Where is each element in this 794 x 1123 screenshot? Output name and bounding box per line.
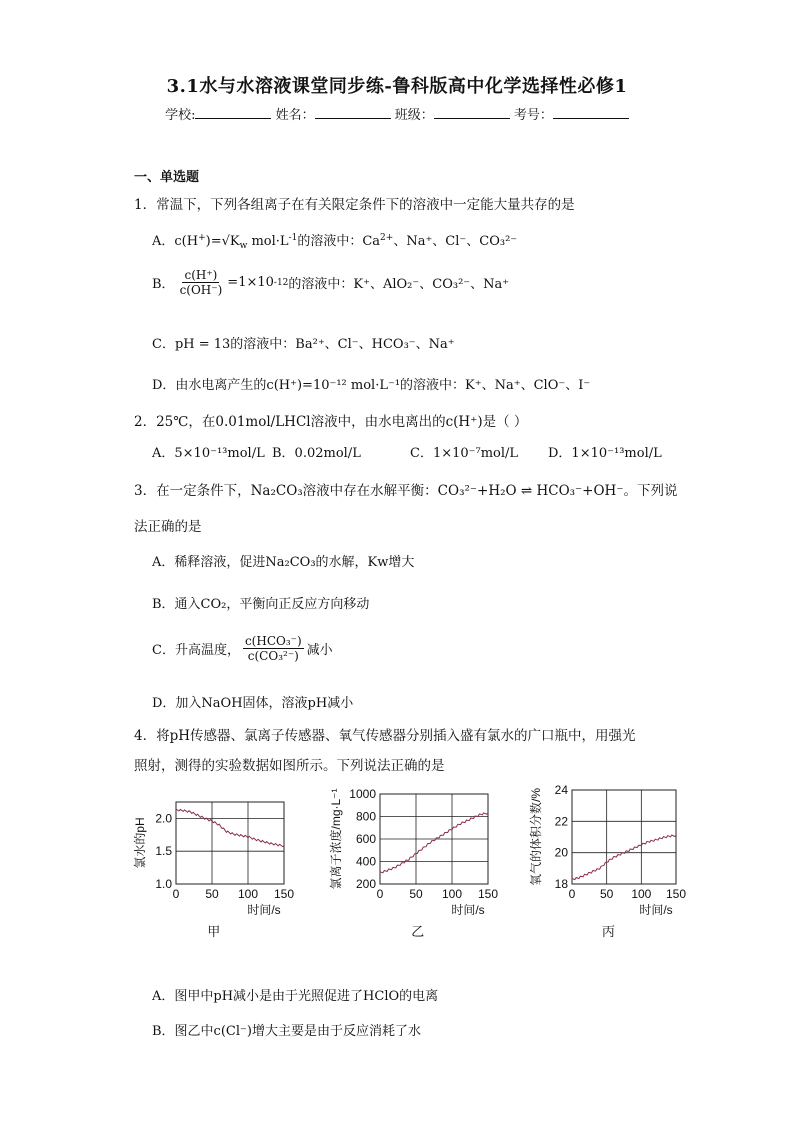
chart-bing — [524, 780, 704, 950]
q1-option-c: C．pH = 13的溶液中：Ba²⁺、Cl⁻、HCO₃⁻、Na⁺ — [152, 337, 455, 352]
q2-option-a: A．5×10⁻¹³mol/L — [152, 446, 265, 461]
q4-option-b: B．图乙中c(Cl⁻)增大主要是由于反应消耗了水 — [152, 1024, 421, 1039]
q1-b-num: c(H⁺) — [184, 268, 218, 282]
q1-a-mid: )=√K — [205, 234, 240, 249]
y-tick-label: 1000 — [349, 787, 376, 801]
y-tick-label: 18 — [554, 877, 568, 891]
class-label: 班级： — [394, 108, 434, 123]
q2-option-b: B．0.02mol/L — [272, 446, 361, 461]
q3-option-c — [152, 634, 333, 663]
x-tick-label: 50 — [599, 887, 614, 901]
y-tick-label: 24 — [554, 783, 568, 797]
q3-c-pre: C．升高温度， — [152, 643, 240, 658]
q3-c-post: 减小 — [306, 643, 333, 658]
chart-caption: 乙 — [411, 924, 425, 939]
chart-caption: 丙 — [601, 924, 615, 939]
q1-b-den: c(OH⁻) — [179, 283, 223, 297]
q3-c-fraction — [243, 634, 304, 663]
chart-yi-svg — [318, 780, 518, 950]
q3-option-d: D．加入NaOH固体，溶液pH减小 — [152, 696, 354, 711]
q4-stem-line2: 照射，测得的实验数据如图所示。下列说法正确的是 — [134, 758, 445, 774]
chart-jia-svg — [120, 780, 310, 950]
section-heading: 一、单选题 — [134, 170, 200, 185]
q3-option-a: A．稀释溶液，促进Na₂CO₃的水解，Kw增大 — [152, 555, 415, 570]
name-label: 姓名： — [275, 108, 315, 123]
series-line — [176, 809, 284, 847]
y-tick-label: 1.0 — [155, 877, 172, 891]
q3-c-num: c(HCO₃⁻) — [244, 634, 302, 648]
series-line — [572, 835, 676, 880]
q1-a-ions: 、Na⁺、Cl⁻、CO₃²⁻ — [393, 234, 518, 249]
x-tick-label: 100 — [237, 887, 259, 901]
y-tick-label: 400 — [355, 854, 376, 869]
y-tick-label: 20 — [554, 845, 568, 860]
q1-option-b — [152, 268, 509, 297]
y-tick-label: 800 — [355, 809, 376, 824]
x-tick-label: 100 — [441, 887, 463, 901]
name-blank[interactable] — [315, 106, 391, 119]
q1-a-pre: c(H — [174, 234, 199, 249]
q2-stem: 2．25℃，在0.01mol/LHCl溶液中，由水电离出的c(H⁺)是（ ） — [134, 414, 528, 430]
y-axis-label: 氯水的pH — [133, 817, 147, 869]
school-label: 学校: — [165, 108, 196, 123]
x-axis-label: 时间/s — [639, 903, 673, 917]
y-tick-label: 600 — [355, 832, 376, 846]
q3-stem-line2: 法正确的是 — [134, 519, 202, 535]
y-tick-label: 22 — [554, 814, 568, 829]
plot-frame — [572, 790, 676, 884]
x-tick-label: 100 — [631, 887, 652, 901]
q1-option-a: A．$c(H^+)=√K_w$ $mol\cdot L^{-1}$的溶液中：$Ca^{2+}$、Na⁺、Cl⁻、CO₃²⁻ — [152, 233, 518, 251]
student-info-line — [0, 104, 794, 123]
q1-stem: 1．常温下，下列各组离子在有关限定条件下的溶液中一定能大量共存的是 — [134, 197, 575, 213]
q3-stem-line1: 3．在一定条件下，Na₂CO₃溶液中存在水解平衡：CO₃²⁻+H₂O ⇌ HCO₃⁻+OH⁻。下列说 — [134, 483, 678, 499]
q1-b-eq: =1×10 — [227, 275, 274, 290]
x-tick-label: 150 — [665, 887, 687, 901]
q1-b-label: B． — [152, 277, 175, 292]
number-blank[interactable] — [553, 106, 629, 119]
y-axis-label: 氧气的体积分数/% — [529, 787, 543, 887]
q1-a-w: w — [239, 241, 248, 251]
x-tick-label: 0 — [172, 887, 180, 901]
x-tick-label: 150 — [477, 887, 499, 901]
q1-b-exp: -12 — [273, 277, 289, 288]
number-label: 考号： — [513, 108, 553, 123]
chart-caption: 甲 — [207, 924, 221, 939]
page-title: 3.1水与水溶液课堂同步练-鲁科版高中化学选择性必修1 — [166, 76, 628, 97]
class-blank[interactable] — [434, 106, 510, 119]
x-tick-label: 50 — [409, 887, 423, 901]
y-tick-label: 1.5 — [155, 844, 172, 859]
q1-b-tail: 的溶液中：K⁺、AlO₂⁻、CO₃²⁻、Na⁺ — [288, 277, 510, 292]
q1-a-tail: 的溶液中：Ca — [297, 234, 381, 249]
x-axis-label: 时间/s — [451, 903, 485, 917]
x-tick-label: 150 — [273, 887, 295, 901]
x-axis-label: 时间/s — [247, 903, 281, 917]
y-axis-label: 氯离子浓度/mg·L⁻¹ — [329, 788, 343, 890]
y-tick-label: 2.0 — [155, 811, 172, 826]
q4-option-a: A．图甲中pH减小是由于光照促进了HClO的电离 — [152, 989, 439, 1004]
y-tick-label: 200 — [355, 877, 376, 891]
chart-bing-svg — [524, 780, 704, 950]
q2-option-d: D．1×10⁻¹³mol/L — [548, 446, 662, 461]
chart-yi — [318, 780, 518, 950]
q1-a-label: A． — [152, 234, 175, 249]
q4-stem-line1: 4．将pH传感器、氯离子传感器、氧气传感器分别插入盛有氯水的广口瓶中，用强光 — [134, 728, 636, 744]
q3-option-b: B．通入CO₂，平衡向正反应方向移动 — [152, 597, 370, 612]
school-blank[interactable] — [195, 106, 271, 119]
x-tick-label: 0 — [376, 887, 384, 901]
series-line — [380, 813, 488, 873]
x-tick-label: 50 — [205, 887, 219, 901]
q1-a-unit: mol·L — [247, 234, 289, 249]
chart-jia — [120, 780, 310, 950]
q1-option-d: D．由水电离产生的c(H⁺)=10⁻¹² mol·L⁻¹的溶液中：K⁺、Na⁺、ClO⁻、I⁻ — [152, 378, 591, 393]
x-tick-label: 0 — [568, 887, 576, 901]
q2-option-c: C．1×10⁻⁷mol/L — [410, 446, 519, 461]
q1-b-fraction — [178, 268, 225, 297]
q3-c-den: c(CO₃²⁻) — [247, 649, 299, 663]
